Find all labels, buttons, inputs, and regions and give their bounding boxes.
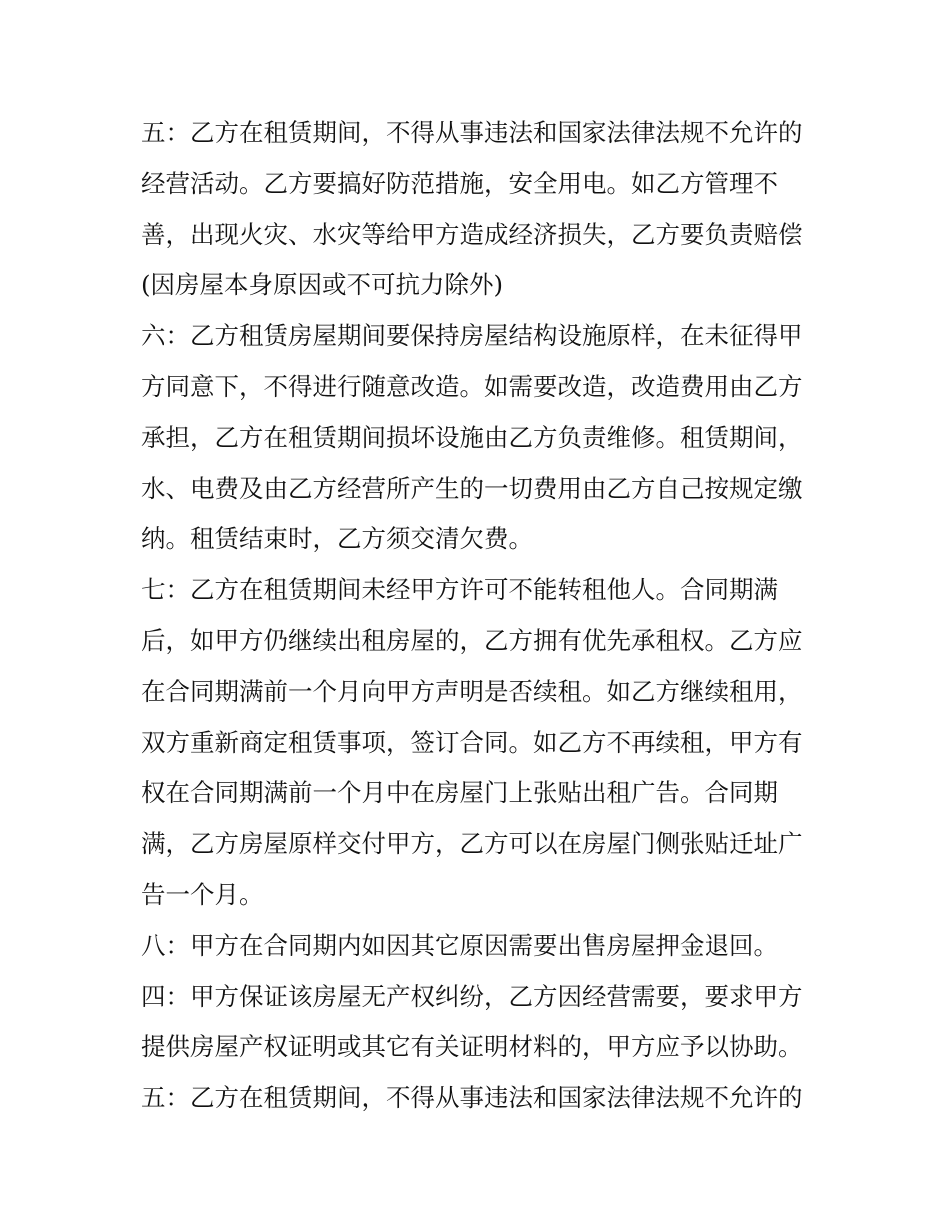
text-line: 纳。租赁结束时，乙方须交清欠费。 xyxy=(141,524,533,554)
text-line: (因房屋本身原因或不可抗力除外) xyxy=(141,270,504,300)
text-line: 四：甲方保证该房屋无产权纠纷，乙方因经营需要，要求甲方 xyxy=(141,981,803,1011)
text-line: 方同意下，不得进行随意改造。如需要改造，改造费用由乙方 xyxy=(141,371,803,401)
text-line: 双方重新商定租赁事项，签订合同。如乙方不再续租，甲方有 xyxy=(141,727,803,757)
text-line: 善，出现火灾、水灾等给甲方造成经济损失，乙方要负责赔偿 xyxy=(141,219,803,249)
text-line: 七：乙方在租赁期间未经甲方许可不能转租他人。合同期满 xyxy=(141,575,778,605)
text-line: 告一个月。 xyxy=(141,879,264,909)
text-line: 满，乙方房屋原样交付甲方，乙方可以在房屋门侧张贴迁址广 xyxy=(141,829,803,859)
text-line: 提供房屋产权证明或其它有关证明材料的，甲方应予以协助。 xyxy=(141,1032,803,1062)
text-line: 六：乙方租赁房屋期间要保持房屋结构设施原样，在未征得甲 xyxy=(141,321,803,351)
text-line: 在合同期满前一个月向甲方声明是否续租。如乙方继续租用， xyxy=(141,676,803,706)
text-line: 八：甲方在合同期内如因其它原因需要出售房屋押金退回。 xyxy=(141,930,778,960)
text-line: 承担，乙方在租赁期间损坏设施由乙方负责维修。租赁期间， xyxy=(141,422,803,452)
text-line: 五：乙方在租赁期间，不得从事违法和国家法律法规不允许的 xyxy=(141,118,803,147)
contract-text xyxy=(141,108,821,1124)
text-line: 五：乙方在租赁期间，不得从事违法和国家法律法规不允许的 xyxy=(141,1083,803,1113)
text-line: 后，如甲方仍继续出租房屋的，乙方拥有优先承租权。乙方应 xyxy=(141,625,803,655)
text-line: 权在合同期满前一个月中在房屋门上张贴出租广告。合同期 xyxy=(141,778,778,808)
text-line: 经营活动。乙方要搞好防范措施，安全用电。如乙方管理不 xyxy=(141,168,778,198)
text-line: 水、电费及由乙方经营所产生的一切费用由乙方自己按规定缴 xyxy=(141,473,803,503)
